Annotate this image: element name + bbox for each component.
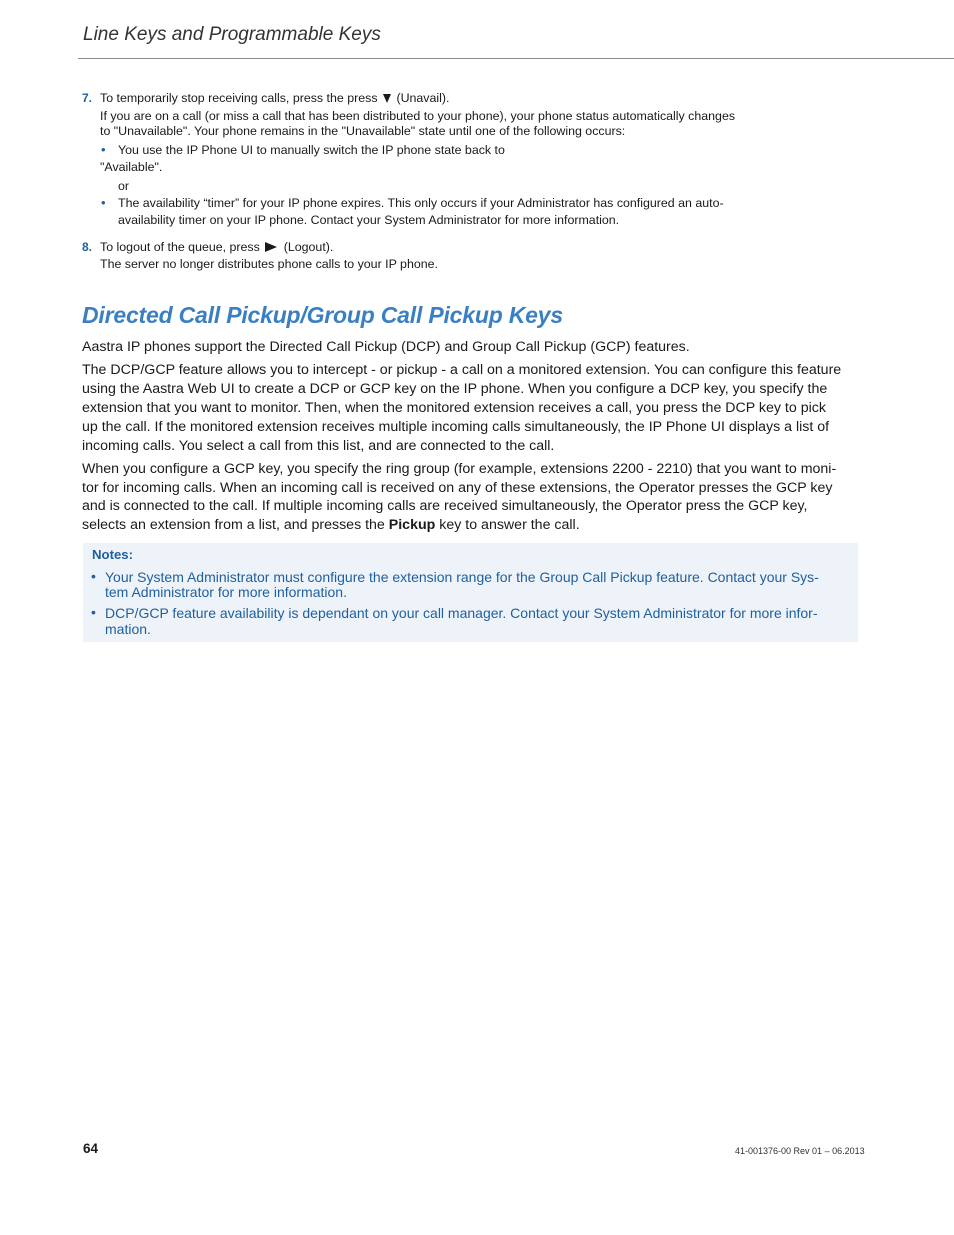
pickup-key-label: Pickup (388, 517, 436, 533)
section-paragraph-2-line: up the call. If the monitored extension receives multiple incoming calls simultaneously, the IP Phone UI displays a list of (82, 419, 830, 435)
step-7-para-line: to "Unavailable". Your phone remains in the "Unavailable" state until one of the following occurs: (100, 124, 626, 138)
step-7-bullet-2-line: The availability “timer” for your IP phone expires. This only occurs if your Administrator has configured an auto- (118, 196, 724, 210)
bullet-icon: • (91, 568, 96, 584)
step-7-number: 7. (82, 91, 93, 105)
note-2-line: mation. (105, 621, 151, 637)
section-heading: Directed Call Pickup/Group Call Pickup Keys (82, 302, 563, 328)
bullet-icon: • (101, 195, 106, 210)
step-7-para-line: If you are on a call (or miss a call that has been distributed to your phone), your phone status automatically changes (100, 109, 736, 123)
step-8-text-after: (Logout). (283, 240, 334, 254)
step-7-bullet-2-line: availability timer on your IP phone. Contact your System Administrator for more information. (118, 213, 620, 227)
step-7-text-after: (Unavail). (396, 91, 450, 105)
step-8-para: The server no longer distributes phone calls to your IP phone. (100, 257, 438, 271)
section-paragraph-3-line: and is connected to the call. If multiple incoming calls are received simultaneously, the Operator press the GCP key, (82, 498, 808, 514)
note-1-line: tem Administrator for more information. (105, 584, 347, 600)
section-paragraph-3-line: tor for incoming calls. When an incoming call is received on any of these extensions, the Operator presses the GCP key (82, 480, 833, 496)
note-2-line: DCP/GCP feature availability is dependant on your call manager. Contact your System Administrator for more infor- (105, 605, 818, 621)
step-7-or: or (118, 179, 130, 193)
step-7-bullet-1-line: "Available". (100, 160, 163, 174)
page-number: 64 (83, 1141, 99, 1156)
step-7-instruction (100, 90, 449, 107)
section-paragraph-2-line: extension that you want to monitor. Then, when the monitored extension receives a call, you press the DCP key to pick (82, 400, 826, 416)
section-paragraph-1: Aastra IP phones support the Directed Call Pickup (DCP) and Group Call Pickup (GCP) features. (82, 339, 690, 355)
p3-last-after: key to answer the call. (439, 517, 580, 533)
document-id: 41-001376-00 Rev 01 – 06.2013 (735, 1146, 865, 1156)
step-8-number: 8. (82, 240, 93, 254)
bullet-icon: • (91, 604, 96, 620)
section-paragraph-2-line: using the Aastra Web UI to create a DCP or GCP key on the IP phone. When you configure a DCP key, you specify the (82, 381, 828, 397)
bullet-icon: • (101, 142, 106, 157)
step-7-bullet-1-line: You use the IP Phone UI to manually switch the IP phone state back to (118, 143, 505, 157)
notes-label: Notes: (92, 547, 134, 562)
page-header-title: Line Keys and Programmable Keys (83, 24, 381, 45)
step-8-instruction (100, 239, 333, 256)
step-8-text-before: To logout of the queue, press (100, 240, 260, 254)
right-triangle-icon (265, 242, 277, 252)
header-rule (78, 58, 954, 59)
section-paragraph-2-line: incoming calls. You select a call from this list, and are connected to the call. (82, 438, 555, 454)
step-7-text-before: To temporarily stop receiving calls, press the press (100, 91, 378, 105)
down-triangle-icon (383, 94, 391, 103)
section-paragraph-2-line: The DCP/GCP feature allows you to intercept - or pickup - a call on a monitored extension. You can configure this feature (82, 362, 842, 378)
section-paragraph-3-line: When you configure a GCP key, you specify the ring group (for example, extensions 2200 - 2210) that you want to moni- (82, 461, 837, 477)
section-paragraph-3-last-line (82, 516, 580, 535)
note-1-line: Your System Administrator must configure the extension range for the Group Call Pickup feature. Contact your Sys- (105, 569, 819, 585)
p3-last-before: selects an extension from a list, and presses the (82, 517, 385, 533)
